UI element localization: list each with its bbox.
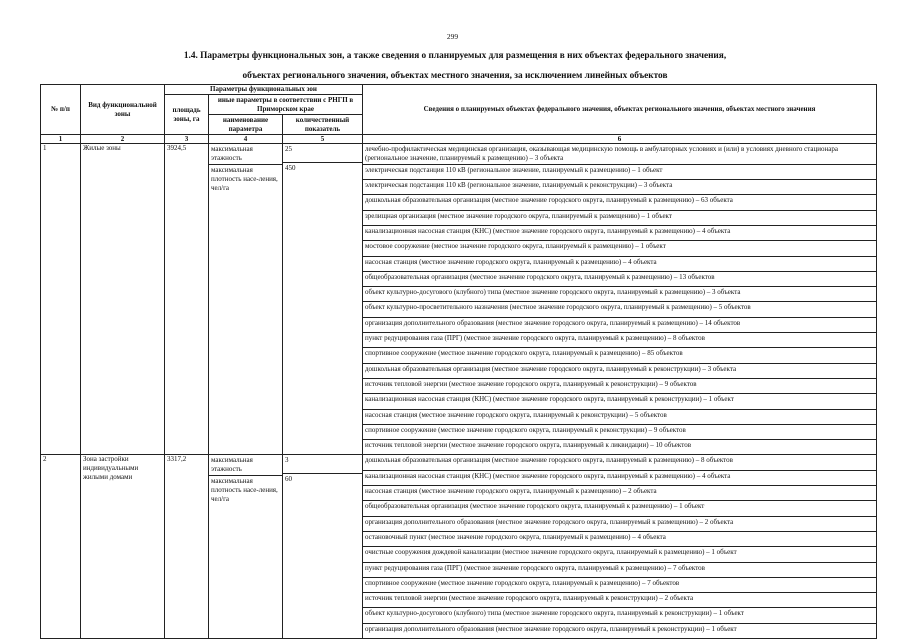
header-other-params: иные параметры в соответствии с РНГП в Приморском крае bbox=[209, 95, 363, 115]
object-item: объект культурно-просветительного назначения (местное значение городского округа, планируемый к размещению) – 5 объектов bbox=[363, 302, 876, 317]
param2-name: максимальная плотность насе-ления, чел/га bbox=[211, 477, 278, 504]
object-item: канализационная насосная станция (КНС) (местное значение городского округа, планируемый к реконструкции) – 1 объект bbox=[363, 394, 876, 409]
row-area: 3317,2 bbox=[165, 455, 209, 639]
table-row bbox=[41, 144, 877, 455]
object-item: объект культурно-досугового (клубного) типа (местное значение городского округа, планируемый к реконструкции) – 1 объект bbox=[363, 608, 876, 623]
colnum-5: 5 bbox=[283, 135, 363, 144]
row-num: 1 bbox=[41, 144, 81, 455]
param1-value: 3 bbox=[283, 455, 362, 474]
param1-value: 25 bbox=[283, 144, 362, 163]
object-item: спортивное сооружение (местное значение городского округа, планируемый к размещению) – 85 объектов bbox=[363, 348, 876, 363]
header-params-group: Параметры функциональных зон bbox=[165, 85, 363, 95]
object-item: электрическая подстанция 110 кВ (региональное значение, планируемый к реконструкции) – 3 объекта bbox=[363, 180, 876, 195]
header-zone-type: Вид функциональной зоны bbox=[81, 85, 165, 135]
object-item: остановочный пункт (местное значение городского округа, планируемый к размещению) – 4 объекта bbox=[363, 532, 876, 547]
header-param-name: наименование параметра bbox=[209, 115, 283, 135]
object-item: пункт редуцирования газа (ПРГ) (местное значение городского округа, планируемый к размещению) – 8 объектов bbox=[363, 333, 876, 348]
param2-value: 60 bbox=[285, 475, 292, 484]
object-item: организация дополнительного образования (местное значение городского округа, планируемый к реконструкции) – 1 объект bbox=[365, 624, 737, 633]
object-item: насосная станция (местное значение городского округа, планируемый к размещению) – 4 объекта bbox=[363, 257, 876, 272]
row-area: 3924,5 bbox=[165, 144, 209, 455]
table-title bbox=[60, 46, 850, 86]
object-item: объект культурно-досугового (клубного) типа (местное значение городского округа, планируемый к размещению) – 3 объекта bbox=[363, 287, 876, 302]
object-item: мостовое сооружение (местное значение городского округа, планируемый к размещению) – 1 объект bbox=[363, 241, 876, 256]
colnum-6: 6 bbox=[363, 135, 877, 144]
object-item: пункт редуцирования газа (ПРГ) (местное значение городского округа, планируемый к размещению) – 7 объектов bbox=[363, 563, 876, 578]
object-item: канализационная насосная станция (КНС) (местное значение городского округа, планируемый к размещению) – 4 объекта bbox=[363, 226, 876, 241]
colnum-4: 4 bbox=[209, 135, 283, 144]
object-item: насосная станция (местное значение городского округа, планируемый к размещению) – 2 объекта bbox=[363, 486, 876, 501]
object-item: спортивное сооружение (местное значение городского округа, планируемый к размещению) – 7 объектов bbox=[363, 578, 876, 593]
title-line-1: 1.4. Параметры функциональных зон, а также сведения о планируемых для размещения в них объектах федерального значения, bbox=[183, 51, 727, 61]
object-item: электрическая подстанция 110 кВ (региональное значение, планируемый к размещению) – 1 объект bbox=[363, 165, 876, 180]
header-area: площадь зоны, га bbox=[165, 95, 209, 135]
functional-zones-table bbox=[40, 84, 877, 639]
param2-value: 450 bbox=[285, 164, 296, 172]
row-objects bbox=[363, 144, 877, 455]
object-item: организация дополнительного образования (местное значение городского округа, планируемый к размещению) – 2 объекта bbox=[363, 517, 876, 532]
object-item: дошкольная образовательная организация (местное значение городского округа, планируемый к размещению) – 63 объекта bbox=[363, 195, 876, 210]
object-item: насосная станция (местное значение городского округа, планируемый к реконструкции) – 5 объектов bbox=[363, 410, 876, 425]
page-number: 299 bbox=[446, 32, 459, 41]
object-item: зрелищная организация (местное значение городского округа, планируемый к размещению) – 1 объект bbox=[363, 211, 876, 226]
object-item: дошкольная образовательная организация (местное значение городского округа, планируемый к размещению) – 8 объектов bbox=[363, 455, 876, 470]
header-num: № п/п bbox=[41, 85, 81, 135]
row-param-values bbox=[283, 455, 363, 639]
colnum-3: 3 bbox=[165, 135, 209, 144]
object-item: дошкольная образовательная организация (местное значение городского округа, планируемый к реконструкции) – 3 объекта bbox=[363, 364, 876, 379]
row-param-names bbox=[209, 455, 283, 639]
object-item: источник тепловой энергии (местное значение городского округа, планируемый к реконструкции) – 9 объектов bbox=[363, 379, 876, 394]
object-item: источник тепловой энергии (местное значение городского округа, планируемый к ликвидации) – 10 объектов bbox=[365, 441, 691, 450]
object-item: канализационная насосная станция (КНС) (местное значение городского округа, планируемый к размещению) – 4 объекта bbox=[363, 471, 876, 486]
colnum-2: 2 bbox=[81, 135, 165, 144]
param1-name: максимальная этажность bbox=[209, 455, 282, 476]
colnum-1: 1 bbox=[41, 135, 81, 144]
row-zone: Жилые зоны bbox=[81, 144, 165, 455]
object-item: спортивное сооружение (местное значение городского округа, планируемый к реконструкции) – 9 объектов bbox=[363, 425, 876, 440]
param2-name: максимальная плотность насе-ления, чел/га bbox=[211, 165, 278, 192]
object-item: источник тепловой энергии (местное значение городского округа, планируемый к реконструкции) – 2 объекта bbox=[363, 593, 876, 608]
object-item: очистные сооружения дождевой канализации (местное значение городского округа, планируемый к размещению) – 1 объект bbox=[363, 547, 876, 562]
row-param-values bbox=[283, 144, 363, 455]
object-item: лечебно-профилактическая медицинская организация, оказывающая медицинскую помощь в амбулаторных условиях и (или) в условиях дневного стационара (региональное значение, планируемый к размещению) – 3 объекта bbox=[363, 144, 876, 165]
object-item: организация дополнительного образования (местное значение городского округа, планируемый к размещению) – 14 объектов bbox=[363, 318, 876, 333]
header-param-value: количественный показатель bbox=[283, 115, 363, 135]
row-objects bbox=[363, 455, 877, 639]
title-line-2: объектах регионального значения, объектах местного значения, за исключением линейных объектов bbox=[242, 71, 668, 81]
object-item: общеобразовательная организация (местное значение городского округа, планируемый к размещению) – 13 объектов bbox=[363, 272, 876, 287]
header-objects: Сведения о планируемых объектах федерального значения, объектах регионального значения, объектах местного значения bbox=[363, 85, 877, 135]
param1-name: максимальная этажность bbox=[209, 144, 282, 165]
table-row bbox=[41, 455, 877, 639]
object-item: общеобразовательная организация (местное значение городского округа, планируемый к размещению) – 1 объект bbox=[363, 501, 876, 516]
row-zone: Зона застройки индивидуальными жилыми домами bbox=[81, 455, 165, 639]
row-num: 2 bbox=[41, 455, 81, 639]
row-param-names bbox=[209, 144, 283, 455]
